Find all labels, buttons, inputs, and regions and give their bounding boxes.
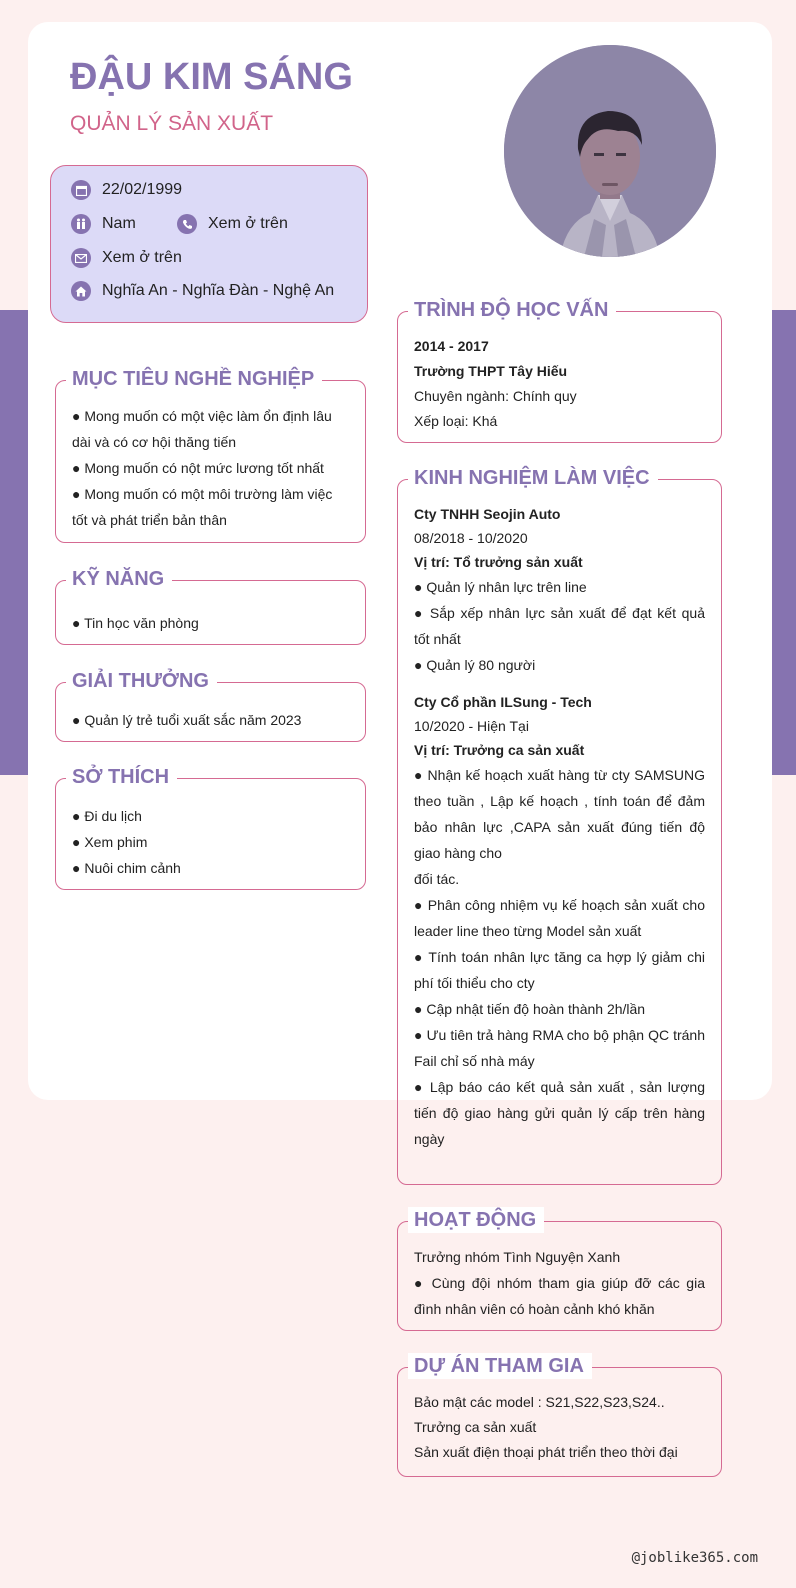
section-hobbies: [55, 766, 366, 890]
gender-text: Nam: [102, 215, 136, 232]
calendar-icon: [71, 180, 91, 200]
section-body: [72, 707, 349, 733]
section-body: [414, 1390, 705, 1465]
education-rank: Xếp loại: Khá: [414, 413, 498, 429]
text-line: ● Quản lý 80 người: [414, 657, 536, 673]
text-line: ● Nuôi chim cảnh: [72, 860, 181, 876]
text-line: ● Đi du lịch: [72, 808, 142, 824]
text-line: ● Tin học văn phòng: [72, 615, 199, 631]
text-line: ● Cùng đội nhóm tham gia giúp đỡ các gia đình nhân viên có hoàn cảnh khó khăn: [414, 1275, 705, 1317]
section-awards: [55, 670, 366, 742]
text-line: Trưởng nhóm Tình Nguyện Xanh: [414, 1249, 621, 1265]
email-row: [71, 248, 182, 268]
job-company: Cty TNHH Seojin Auto: [414, 506, 561, 522]
section-title: KINH NGHIỆM LÀM VIỆC: [408, 465, 658, 491]
text-line: ● Ưu tiên trả hàng RMA cho bộ phận QC tránh Fail chỉ số nhà máy: [414, 1027, 705, 1069]
email-icon: [71, 248, 91, 268]
gender-icon: [71, 214, 91, 234]
profile-photo: [504, 45, 716, 257]
decorative-band-right: [770, 310, 796, 775]
candidate-name: ĐẬU KIM SÁNG: [70, 56, 353, 98]
job-company: Cty Cổ phần ILSung - Tech: [414, 694, 592, 710]
gender-row: [71, 214, 136, 234]
section-body: [72, 610, 349, 636]
address-text: Nghĩa An - Nghĩa Đàn - Nghệ An: [102, 282, 335, 299]
text-line: ● Mong muốn có một môi trường làm việc tốt và phát triển bản thân: [72, 486, 333, 528]
home-icon: [71, 281, 91, 301]
section-title: HOẠT ĐỘNG: [408, 1207, 544, 1233]
education-period: 2014 - 2017: [414, 338, 489, 354]
text-line: ● Mong muốn có một việc làm ổn định lâu dài và có cơ hội thăng tiến: [72, 408, 332, 450]
job-position: Vị trí: Trưởng ca sản xuất: [414, 742, 585, 758]
job-period: 10/2020 - Hiện Tại: [414, 718, 529, 734]
phone-icon: [177, 214, 197, 234]
section-projects: [397, 1355, 722, 1477]
birthday-row: [71, 180, 182, 200]
text-line: ● Mong muốn có nột mức lương tốt nhất: [72, 460, 324, 476]
education-school: Trường THPT Tây Hiếu: [414, 363, 568, 379]
section-title: TRÌNH ĐỘ HỌC VẤN: [408, 297, 616, 323]
footer-watermark: @joblike365.com: [631, 1550, 758, 1566]
section-career-goal: [55, 368, 366, 543]
text-line: ● Phân công nhiệm vụ kế hoạch sản xuất cho leader line theo từng Model sản xuất: [414, 897, 705, 939]
section-title: MỤC TIÊU NGHỀ NGHIỆP: [66, 366, 322, 392]
section-activities: [397, 1209, 722, 1331]
text-line: ● Lập báo cáo kết quả sản xuất , sản lượng tiến độ giao hàng gửi quản lý cấp trên hàng ngày: [414, 1079, 705, 1147]
job-entry: [414, 502, 705, 678]
section-experience: [397, 467, 722, 1185]
section-body: [72, 803, 349, 881]
section-title: SỞ THÍCH: [66, 764, 177, 790]
education-major: Chuyên ngành: Chính quy: [414, 388, 577, 404]
text-line: Trưởng ca sản xuất: [414, 1419, 537, 1435]
address-row: [71, 281, 334, 301]
text-line: ● Xem phim: [72, 834, 148, 850]
text-line: ● Tính toán nhân lực tăng ca hợp lý giảm chi phí tối thiểu cho cty: [414, 949, 705, 991]
section-body: [414, 502, 705, 1152]
phone-row: [177, 214, 288, 234]
section-body: [414, 1244, 705, 1322]
text-line: ● Quản lý trẻ tuổi xuất sắc năm 2023: [72, 712, 302, 728]
text-line: Bảo mật các model : S21,S22,S23,S24..: [414, 1394, 665, 1410]
section-skills: [55, 568, 366, 645]
job-position: Vị trí: Tổ trưởng sản xuất: [414, 554, 583, 570]
section-title: GIẢI THƯỞNG: [66, 668, 217, 694]
section-title: DỰ ÁN THAM GIA: [408, 1353, 592, 1379]
birthday-text: 22/02/1999: [102, 181, 183, 198]
job-title: QUẢN LÝ SẢN XUẤT: [70, 112, 274, 135]
text-line: ● Nhận kế hoạch xuất hàng từ cty SAMSUNG theo tuần , Lập kế hoạch , tính toán để đảm bảo nhân lực ,CAPA sản xuất đúng tiến độ giao hàng cho: [414, 767, 705, 861]
email-text: Xem ở trên: [102, 249, 182, 266]
text-line: ● Quản lý nhân lực trên line: [414, 579, 587, 595]
section-education: [397, 299, 722, 443]
section-body: [72, 403, 349, 533]
section-title: KỸ NĂNG: [66, 566, 172, 592]
contact-box: [50, 165, 368, 323]
text-line: ● Sắp xếp nhân lực sản xuất để đạt kết quả tốt nhất: [414, 605, 705, 647]
job-entry: [414, 690, 705, 1152]
text-line: ● Cập nhật tiến độ hoàn thành 2h/lần: [414, 1001, 646, 1017]
section-body: [414, 334, 705, 434]
text-line: đối tác.: [414, 871, 460, 887]
decorative-band-left: [0, 310, 30, 775]
job-period: 08/2018 - 10/2020: [414, 530, 528, 546]
text-line: Sản xuất điện thoại phát triển theo thời đại: [414, 1444, 678, 1460]
phone-text: Xem ở trên: [208, 215, 288, 232]
